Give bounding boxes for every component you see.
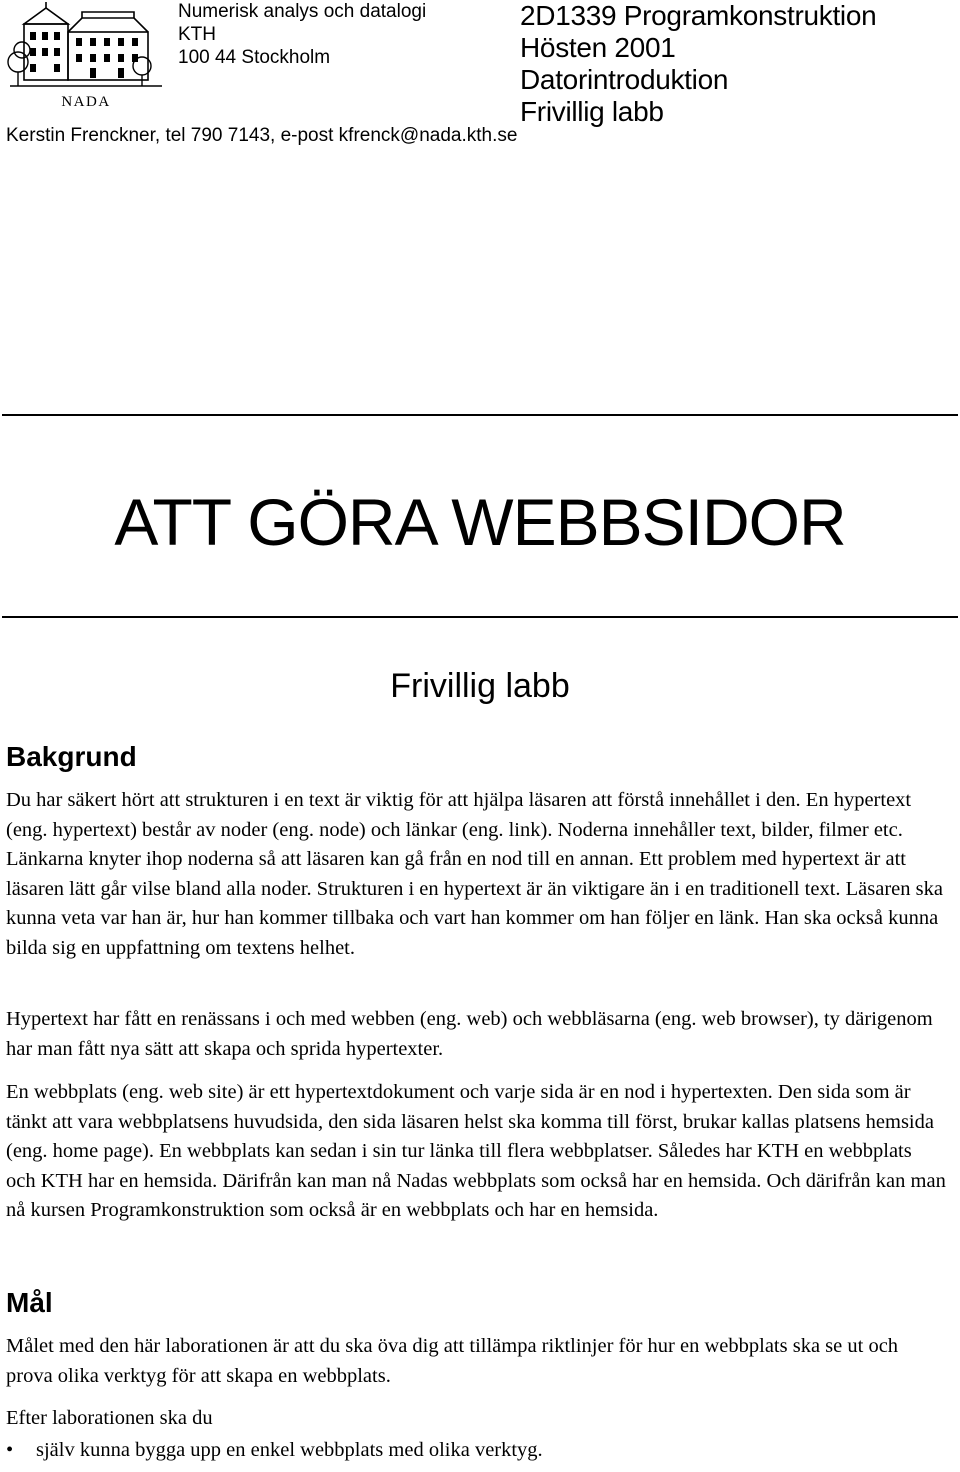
paragraph: En webbplats (eng. web site) är ett hypertextdokument och varje sida är en nod i hypertexten. Den sida som är tänkt att vara webbplatsens huvudsida, den sida läsaren helst ska komma till först, brukar kallas platsens hemsida (eng. home page). En webbplats kan sedan i sin tur länka till flera webbplatser. Således har KTH en webbplats och KTH har en hemsida. Därifrån kan man nå Nadas webbplats som också har en hemsida. Och därifrån kan man nå kursen Programkonstruktion som också är en webbplats och har en hemsida.: [6, 1081, 946, 1221]
department-line: 100 44 Stockholm: [178, 47, 331, 68]
paragraph: Hypertext har fått en renässans i och med webben (eng. web) och webbläsarna (eng. web browser), ty därigenom har man fått nya sätt att skapa och sprida hypertexter.: [6, 1008, 933, 1060]
title-rule-bottom: [2, 616, 958, 618]
list-item: • själv kunna bygga upp en enkel webbplats med olika verktyg.: [6, 1436, 946, 1466]
section-heading-bakgrund: Bakgrund: [6, 741, 137, 772]
title-rule-top: [2, 414, 958, 416]
department-address: [178, 0, 426, 69]
paragraph: Efter laborationen ska du: [6, 1407, 213, 1429]
course-line: Frivillig labb: [520, 96, 664, 127]
course-line: 2D1339 Programkonstruktion: [520, 0, 877, 31]
paragraph: Målet med den här laborationen är att du ska öva dig att tillämpa riktlinjer för hur en webbplats ska se ut och prova olika verktyg för att skapa en webbplats.: [6, 1335, 899, 1387]
course-info: [520, 0, 876, 128]
page-subtitle: Frivillig labb: [390, 667, 570, 705]
section-heading-mal: Mål: [6, 1287, 53, 1318]
nada-logo: [6, 2, 166, 110]
department-line: Numerisk analys och datalogi: [178, 1, 427, 22]
course-line: Hösten 2001: [520, 32, 676, 63]
course-line: Datorintroduktion: [520, 64, 729, 95]
paragraph: Du har säkert hört att strukturen i en text är viktig för att hjälpa läsaren att förstå innehållet i den. En hypertext (eng. hypertext) består av noder (eng. node) och länkar (eng. link). Noderna innehåller text, bilder, filmer etc. Länkarna knyter ihop noderna så att läsaren kan gå från en nod till en annan. Ett problem med hypertext är att läsaren lätt går vilse bland alla noder. Strukturen i en hypertext är än viktigare än i en traditionell text. Läsaren ska kunna veta var han är, hur han kommer tillbaka och vart han kommer om han följer en länk. Han ska också kunna bilda sig en uppfattning om textens helhet.: [6, 789, 943, 959]
kth-building-logo-icon: [6, 2, 166, 110]
svg-text:NADA: NADA: [61, 94, 111, 110]
goal-list: [6, 1436, 946, 1466]
contact-line: Kerstin Frenckner, tel 790 7143, e-post kfrenck@nada.kth.se: [6, 125, 518, 146]
page-title: ATT GÖRA WEBBSIDOR: [114, 485, 846, 559]
department-line: KTH: [178, 24, 216, 45]
